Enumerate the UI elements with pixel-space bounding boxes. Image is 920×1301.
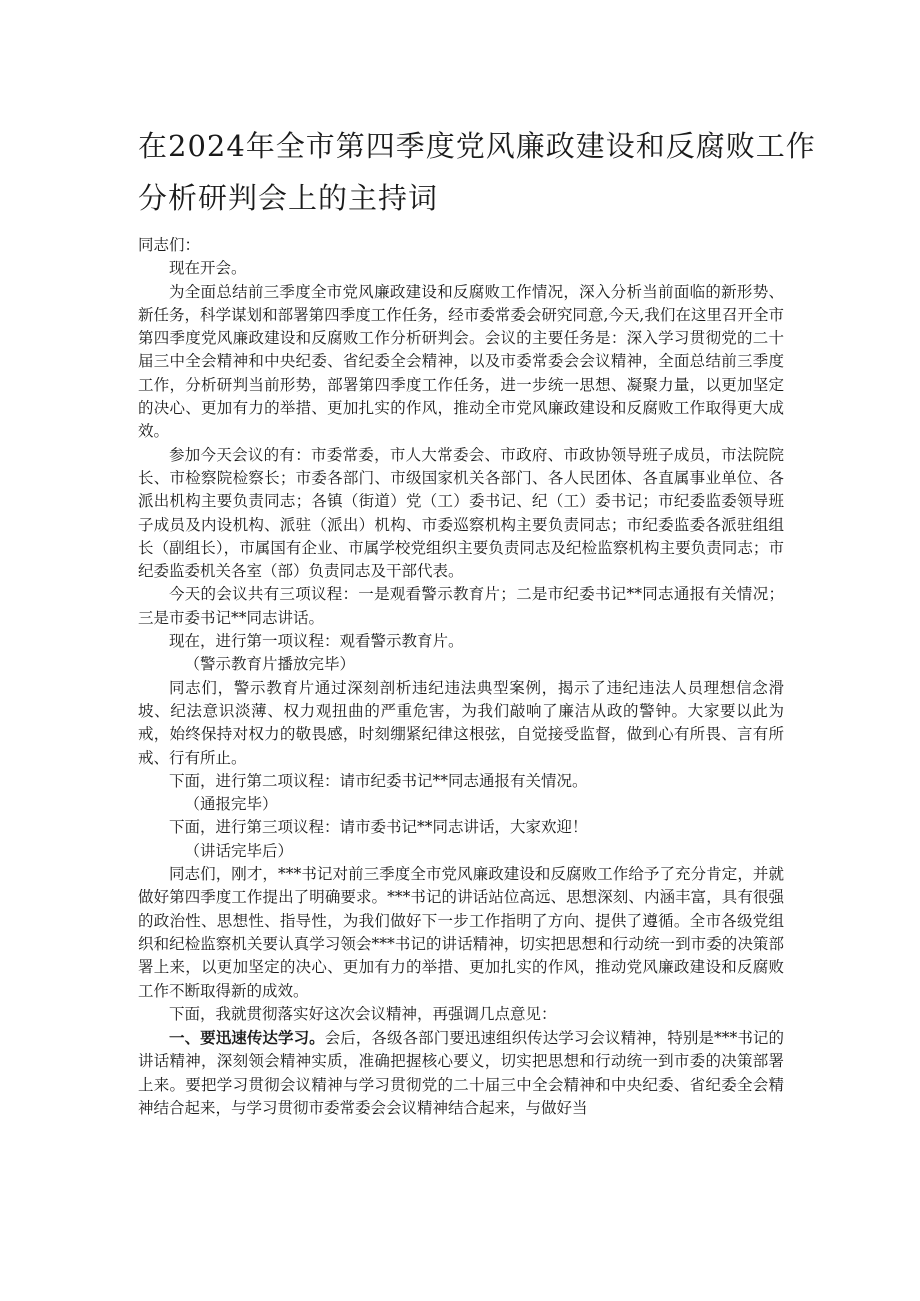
paragraph-agenda-item-2: 下面，进行第二项议程：请市纪委书记**同志通报有关情况。: [169, 771, 588, 790]
stage-note-video: （警示教育片播放完毕）: [184, 655, 356, 674]
paragraph-opening: 现在开会。: [169, 259, 247, 278]
salutation: 同志们：: [138, 236, 201, 254]
paragraph-points-intro: 下面，我就贯彻落实好这次会议精神，再强调几点意见：: [169, 1004, 557, 1023]
document-title: [138, 120, 816, 224]
paragraph-purpose: 为全面总结前三季度全市党风廉政建设和反腐败工作情况，深入分析当前面临的新形势、新任务，科学谋划和部署第四季度工作任务，经市委常委会研究同意,今天,我们在这里召开全市第四季度党风廉政建设和反腐败工作分析研判会。会议的主要任务是：深入学习贯彻党的二十届三中全会精神和中央纪委、省纪委全会精神，以及市委常委会会议精神，全面总结前三季度工作，分析研判当前形势，部署第四季度工作任务，进一步统一思想、凝聚力量，以更加坚定的决心、更加有力的举措、更加扎实的作风，推动全市党风廉政建设和反腐败工作取得更大成效。: [138, 282, 784, 441]
point-1-heading: 一、要迅速传达学习。: [169, 1028, 325, 1048]
title-line-2: 分析研判会上的主持词: [138, 181, 439, 215]
paragraph-agenda-item-3: 下面，进行第三项议程：请市委书记**同志讲话，大家欢迎！: [169, 818, 588, 837]
stage-note-report: （通报完毕）: [184, 795, 278, 814]
document-body: [138, 234, 784, 1120]
paragraph-video-comment: 同志们，警示教育片通过深刻剖析违纪违法典型案例，揭示了违纪违法人员理想信念滑坡、纪法意识淡薄、权力观扭曲的严重危害，为我们敲响了廉洁从政的警钟。大家要以此为戒，始终保持对权力的敬畏感，时刻绷紧纪律这根弦，自觉接受监督，做到心有所畏、言有所戒、行有所止。: [138, 678, 784, 767]
paragraph-agenda-item-1: 现在，进行第一项议程：观看警示教育片。: [169, 632, 464, 651]
title-line-1: 在2024年全市第四季度党风廉政建设和反腐败工作: [138, 129, 816, 163]
stage-note-speech: （讲话完毕后）: [184, 841, 294, 860]
paragraph-speech-summary: 同志们，刚才，***书记对前三季度全市党风廉政建设和反腐败工作给予了充分肯定，并就做好第四季度工作提出了明确要求。***书记的讲话站位高远、思想深刻、内涵丰富，具有很强的政治性、思想性、指导性，为我们做好下一步工作指明了方向、提供了遵循。全市各级党组织和纪检监察机关要认真学习领会***书记的讲话精神，切实把思想和行动统一到市委的决策部署上来，以更加坚定的决心、更加有力的举措、更加扎实的作风，推动党风廉政建设和反腐败工作不断取得新的成效。: [138, 865, 784, 1000]
paragraph-point-1: [138, 1026, 784, 1120]
paragraph-attendees: 参加今天会议的有：市委常委，市人大常委会、市政府、市政协领导班子成员，市法院院长、市检察院检察长；市委各部门、市级国家机关各部门、各人民团体、各直属事业单位、各派出机构主要负责同志；各镇（街道）党（工）委书记、纪（工）委书记；市纪委监委领导班子成员及内设机构、派驻（派出）机构、市委巡察机构主要负责同志；市纪委监委各派驻组组长（副组长），市属国有企业、市属学校党组织主要负责同志及纪检监察机构主要负责同志；市纪委监委机关各室（部）负责同志及干部代表。: [138, 445, 784, 581]
point-1-text: 会后，各级各部门要迅速组织传达学习会议精神，特别是***书记的讲话精神，深刻领会精神实质，准确把握核心要义，切实把思想和行动统一到市委的决策部署上来。要把学习贯彻会议精神与学习贯彻党的二十届三中全会精神和中央纪委、省纪委全会精神结合起来，与学习贯彻市委常委会会议精神结合起来，与做好当: [138, 1029, 784, 1117]
paragraph-agenda: 今天的会议共有三项议程：一是观看警示教育片；二是市纪委书记**同志通报有关情况；三是市委书记**同志讲话。: [138, 585, 784, 627]
